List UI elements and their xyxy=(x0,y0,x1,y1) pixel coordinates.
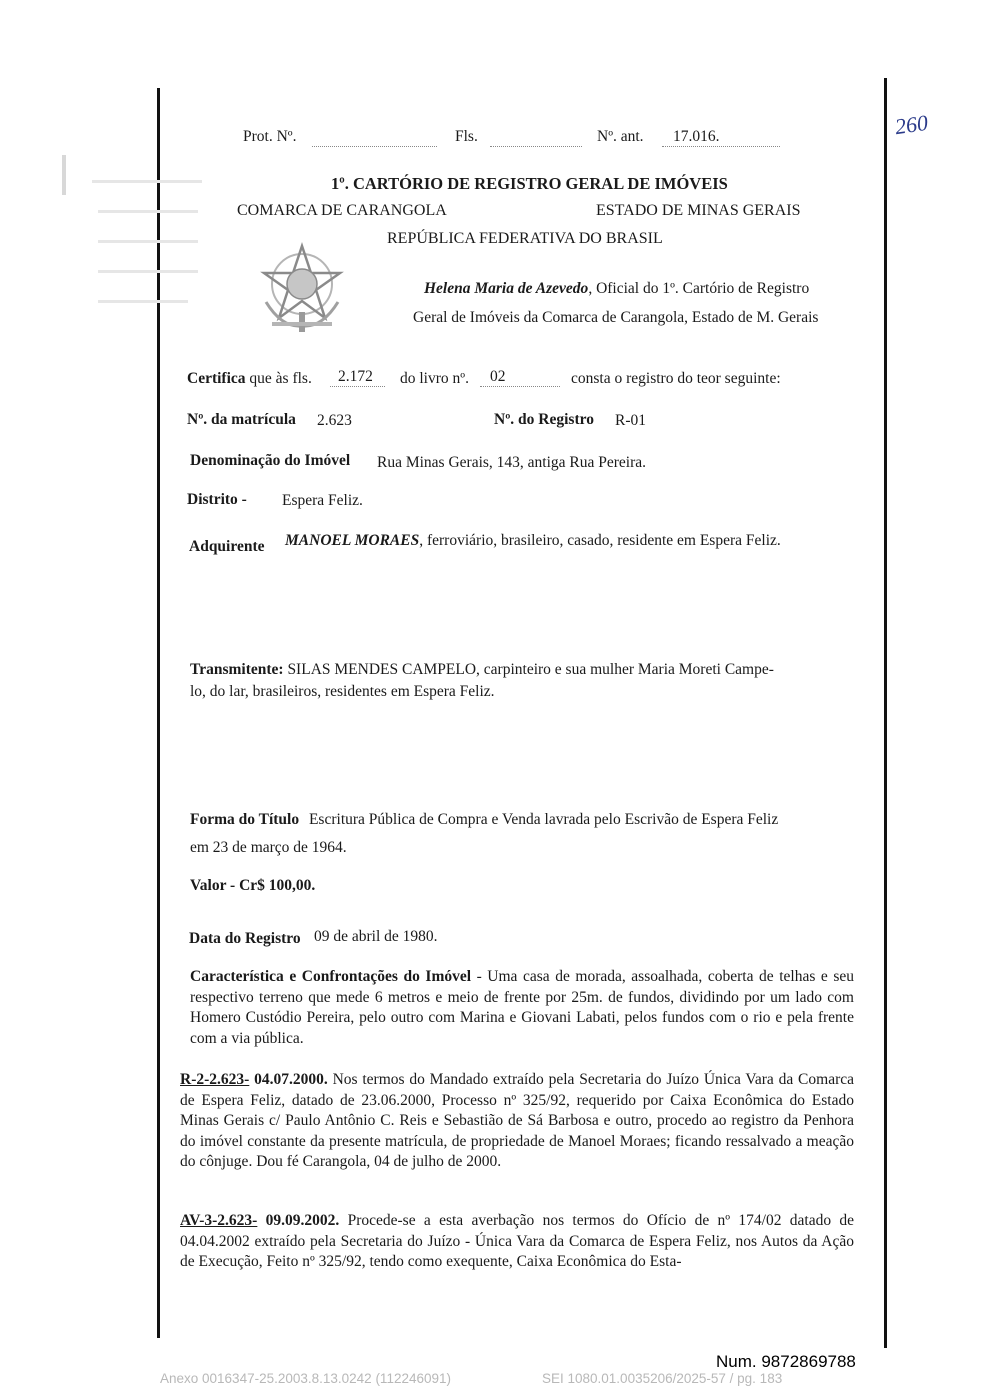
n-ant-value: 17.016. xyxy=(673,128,720,145)
estado: ESTADO DE MINAS GERAIS xyxy=(596,202,801,219)
caracteristica-label: Característica e Confrontações do Imóvel xyxy=(190,968,472,985)
caracteristica-paragraph xyxy=(190,967,854,1049)
r2-text: Nos termos do Mandado extraído pela Secretaria do Juízo Única Vara da Comarca de Espera Feliz, datado de 23.06.2000, Processo nº 325/92, requerido por Caixa Econômica do Estado Minas Gerais c/ Paulo Antônio C. Reis e Sebastião de Sá Barbosa e outro, procedo ao registro da Penhora do imóvel constante da presente matrícula, de propriedade de Manoel Moraes; ficando ressalvado a meação do cônjuge. Dou fé Carangola, 04 de julho de 2000. xyxy=(180,1071,854,1170)
fls-value: 2.172 xyxy=(338,368,373,385)
data-label: Data do Registro xyxy=(189,930,301,947)
denominacao-label: Denominação do Imóvel xyxy=(190,452,351,469)
transmitente-line1: SILAS MENDES CAMPELO, carpinteiro e sua mulher Maria Moreti Campe- xyxy=(287,661,774,678)
matricula-value: 2.623 xyxy=(317,412,352,429)
av3-date: 09.09.2002. xyxy=(257,1212,340,1229)
prot-label: Prot. Nº. xyxy=(243,128,297,145)
forma-line2: em 23 de março de 1964. xyxy=(190,839,347,856)
republica: REPÚBLICA FEDERATIVA DO BRASIL xyxy=(387,230,663,247)
footer-num: Num. 9872869788 xyxy=(716,1352,856,1371)
n-ant-label: Nº. ant. xyxy=(597,128,644,145)
que-as-fls: que às fls. xyxy=(249,370,312,387)
valor-label: Valor - Cr$ 100,00. xyxy=(190,877,316,894)
fls-label: Fls. xyxy=(455,128,478,145)
adquirente-name: MANOEL MORAES xyxy=(285,532,420,549)
coat-of-arms xyxy=(252,240,352,335)
av3-text: Procede-se a esta averbação nos termos do Ofício de nº 174/02 datado de 04.04.2002 extraído pela Secretaria do Juízo - Única Vara da Comarca de Espera Feliz, nos Autos da Ação de Execução, Feito nº 325/92, tendo como exequente, Caixa Econômica do Esta- xyxy=(180,1212,854,1270)
data-value: 09 de abril de 1980. xyxy=(314,928,438,945)
av3-code: AV-3-2.623- xyxy=(180,1212,258,1229)
right-margin-rule xyxy=(884,78,887,1348)
registro-label: Nº. do Registro xyxy=(494,411,594,428)
handwritten-page-number: 260 xyxy=(893,109,930,140)
registro-value: R-01 xyxy=(615,412,646,429)
prot-blank xyxy=(312,132,437,147)
do-livro: do livro nº. xyxy=(400,370,469,387)
official-line1: , Oficial do 1º. Cartório de Registro xyxy=(588,280,810,297)
forma-label: Forma do Título xyxy=(190,811,300,828)
transmitente-line2: lo, do lar, brasileiros, residentes em Espera Feliz. xyxy=(190,683,495,700)
livro-value: 02 xyxy=(490,368,506,385)
r2-code: R-2-2.623- xyxy=(180,1071,250,1088)
official-name: Helena Maria de Azevedo xyxy=(424,280,589,297)
distrito-label: Distrito - xyxy=(187,491,247,508)
denominacao-value: Rua Minas Gerais, 143, antiga Rua Pereira. xyxy=(377,454,647,471)
faded-stamp xyxy=(62,150,212,330)
transmitente-label: Transmitente: xyxy=(190,661,284,678)
footer-anexo: Anexo 0016347-25.2003.8.13.0242 (112246091) xyxy=(160,1371,452,1386)
comarca: COMARCA DE CARANGOLA xyxy=(237,202,447,219)
fls-blank xyxy=(490,132,582,147)
official-line2: Geral de Imóveis da Comarca de Carangola, Estado de M. Gerais xyxy=(413,309,819,326)
av3-paragraph xyxy=(180,1211,854,1273)
matricula-label: Nº. da matrícula xyxy=(187,411,296,428)
distrito-value: Espera Feliz. xyxy=(282,492,363,509)
certifica-label: Certifica xyxy=(187,370,246,387)
adquirente-rest: , ferroviário, brasileiro, casado, residente em Espera Feliz. xyxy=(419,532,781,549)
office-title: 1º. CARTÓRIO DE REGISTRO GERAL DE IMÓVEIS xyxy=(331,174,728,193)
r2-paragraph xyxy=(180,1070,854,1173)
caracteristica-text: - Uma casa de morada, assoalhada, coberta de telhas e seu respectivo terreno que mede 6 metros e meio de frente por 25m. de fundos, dividindo por um lado com Homero Custódio Pereira, pelo outro com Marina e Giovani Labati, pelos fundos com o rio e pela frente com a via pública. xyxy=(190,968,854,1047)
forma-line1: Escritura Pública de Compra e Venda lavrada pelo Escrivão de Espera Feliz xyxy=(308,811,779,828)
consta: consta o registro do teor seguinte: xyxy=(571,370,781,387)
footer-sei: SEI 1080.01.0035206/2025-57 / pg. 183 xyxy=(542,1371,783,1386)
adquirente-label: Adquirente xyxy=(189,538,265,555)
r2-date: 04.07.2000. xyxy=(249,1071,328,1088)
